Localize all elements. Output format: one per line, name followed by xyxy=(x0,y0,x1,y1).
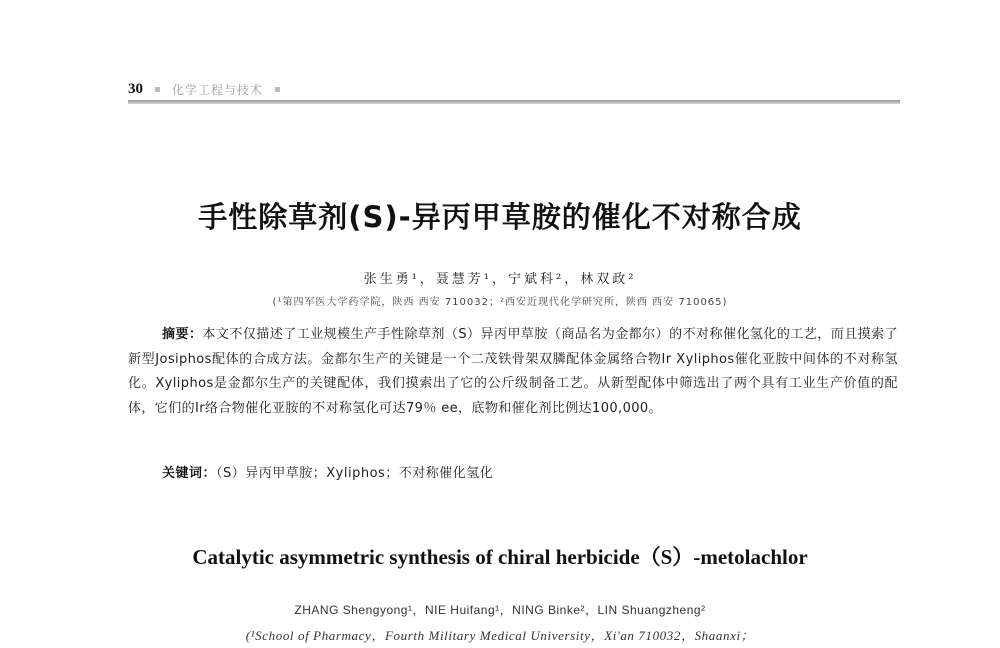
keywords-text: （S）异丙甲草胺；Xyliphos；不对称催化氢化 xyxy=(216,466,494,481)
english-title: Catalytic asymmetric synthesis of chiral herbicide（S）-metolachlor xyxy=(192,545,808,569)
author-affiliation: (¹第四军医大学药学院，陕西 西安 710032；²西安近现代化学研究所，陕西 西安 710065) xyxy=(272,297,728,308)
abstract-text: 本文不仅描述了工业规模生产手性除草剂（S）异丙甲草胺（商品名为金都尔）的不对称催化氢化的工艺，而且摸索了新型Josiphos配体的合成方法。金都尔生产的关键是一个二茂铁骨架双膦配体金属络合物Ir Xyliphos催化亚胺中间体的不对称氢化。Xyliphos是金都尔生产的关键配体，我们摸索出了它的公斤级制备工艺。从新型配体中筛选出了两个具有工业生产价值的配体，它们的Ir络合物催化亚胺的不对称氢化可达79％ ee，底物和催化剂比例达100,000。 xyxy=(128,327,899,416)
separator-square-icon xyxy=(155,87,160,92)
abstract xyxy=(128,323,898,421)
keywords-label: 关键词： xyxy=(162,466,217,481)
keywords xyxy=(162,462,902,481)
header-rule xyxy=(128,100,900,104)
abstract-label: 摘要： xyxy=(162,327,203,342)
author-list: 张生勇¹，聂慧芳¹，宁斌科²，林双政² xyxy=(363,272,637,287)
article-title: 手性除草剂(S)-异丙甲草胺的催化不对称合成 xyxy=(198,200,802,234)
journal-name: 化学工程与技术 xyxy=(172,82,264,97)
running-header xyxy=(128,78,900,100)
english-affiliation: (¹School of Pharmacy，Fourth Military Medical University，Xi'an 710032，Shaanxi； xyxy=(245,628,755,643)
separator-square-icon xyxy=(275,87,280,92)
english-author-list: ZHANG Shengyong¹，NIE Huifang¹，NING Binke²，LIN Shuangzheng² xyxy=(294,603,706,617)
page-number: 30 xyxy=(128,80,143,97)
